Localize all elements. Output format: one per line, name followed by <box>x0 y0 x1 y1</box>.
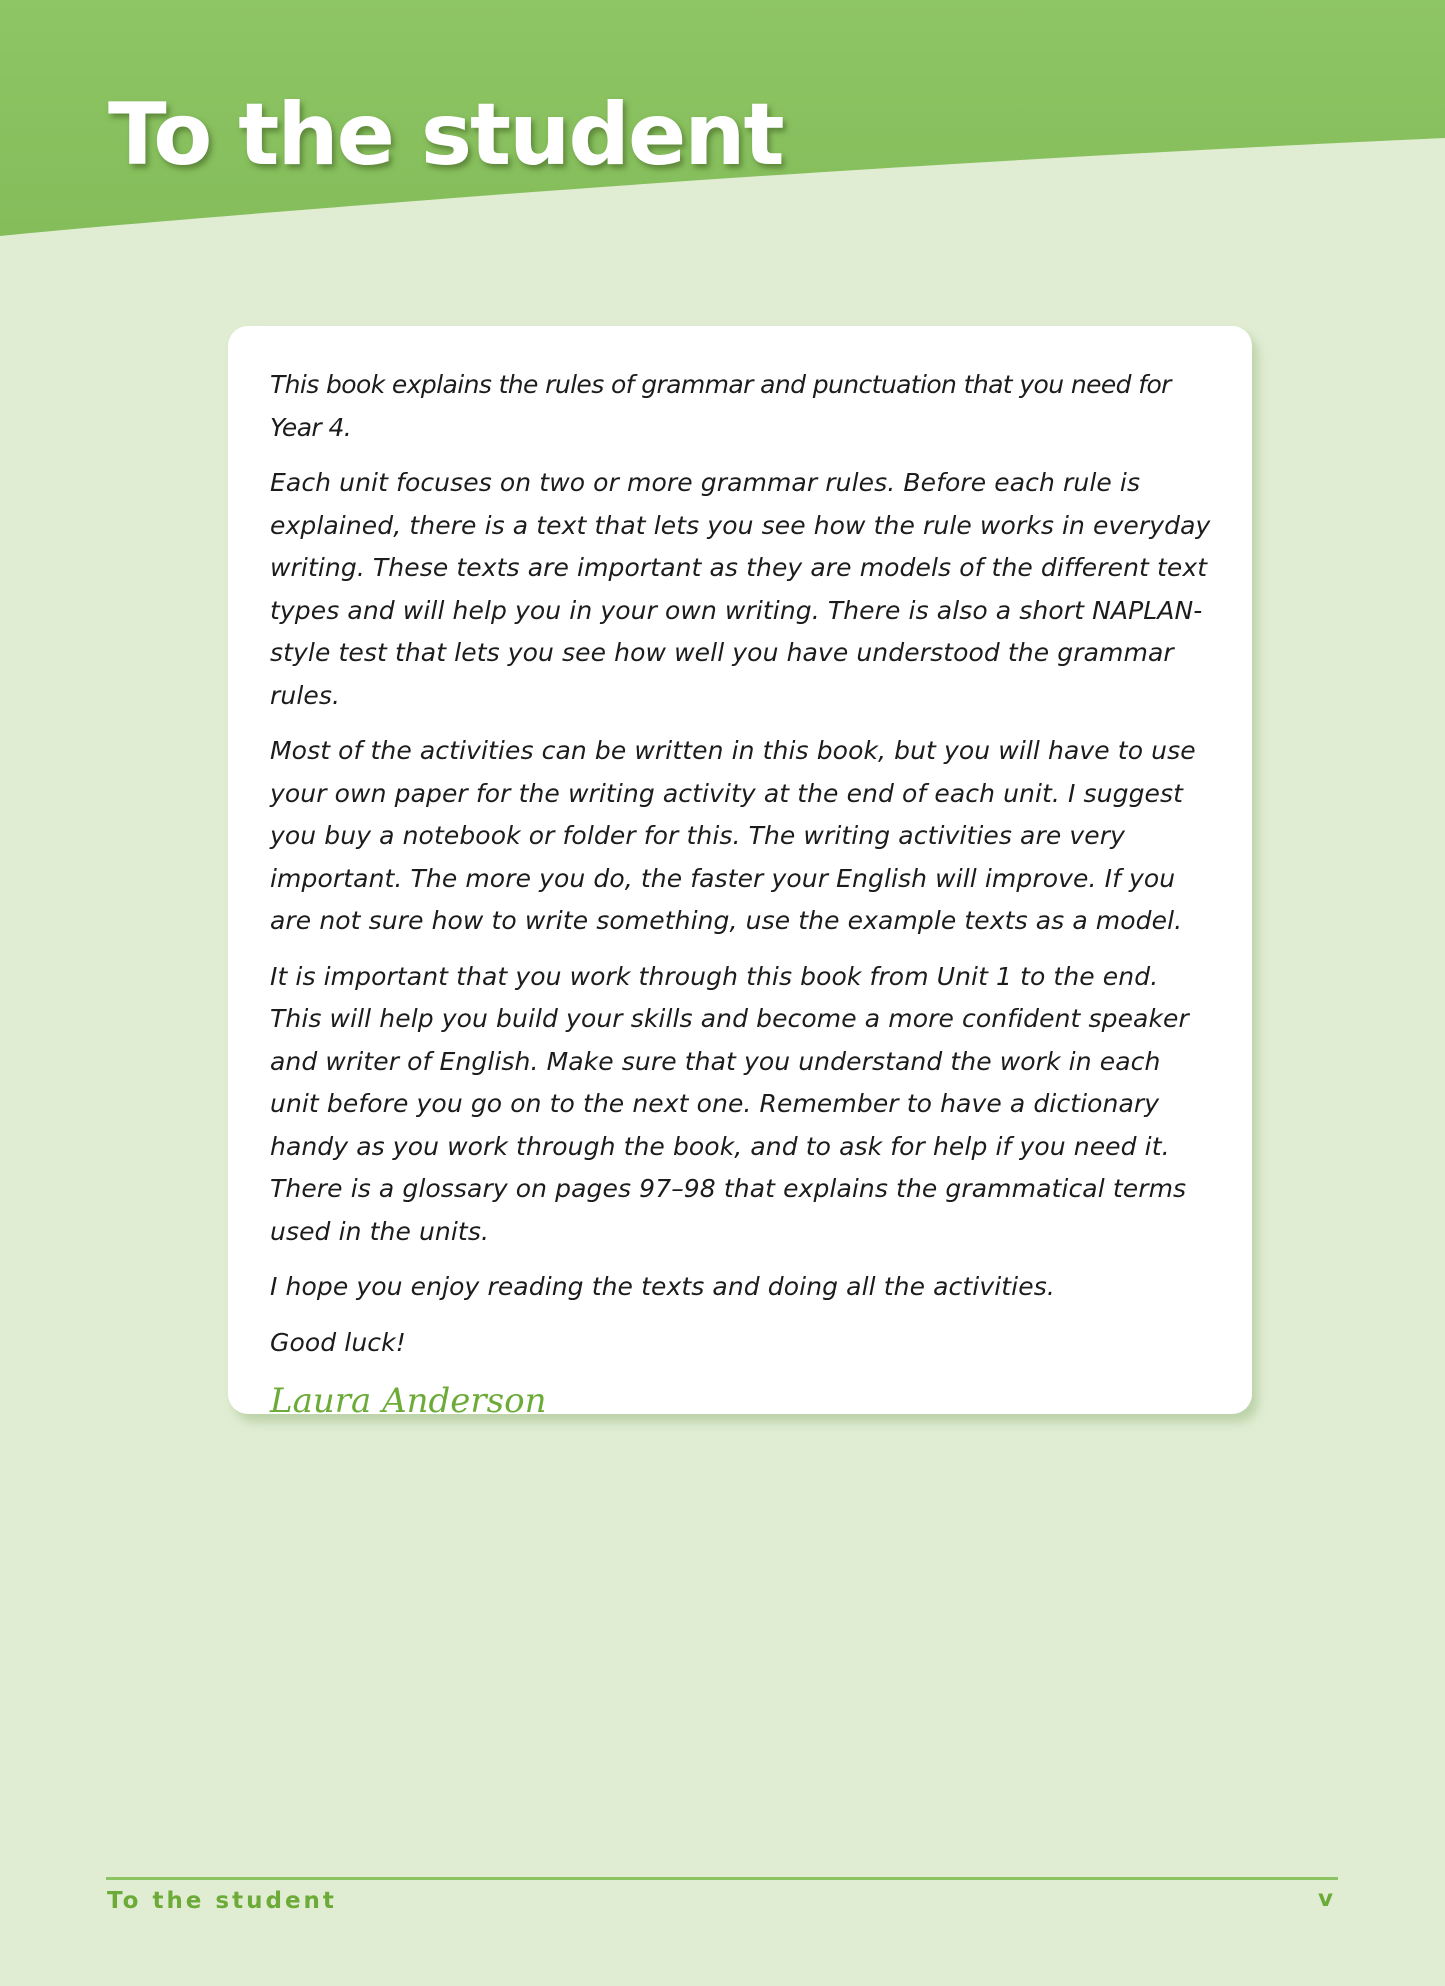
enjoy-paragraph: I hope you enjoy reading the texts and doing all the activities. <box>270 1272 1055 1301</box>
activities-paragraph: Most of the activities can be written in this book, but you will have to use your own paper for the writing activity at the end of each unit. I suggest you buy a notebook or folder for this. The writing activities are very important. The more you do, the faster your English will improve. If you are not sure how to write something, use the example texts as a model. <box>270 736 1196 935</box>
page-number: v <box>1318 1886 1333 1912</box>
good-luck-paragraph: Good luck! <box>270 1327 406 1357</box>
intro-paragraph: This book explains the rules of grammar and punctuation that you need for Year 4. <box>270 370 1171 442</box>
work-through-paragraph: It is important that you work through this book from Unit 1 to the end. This will help you build your skills and become a more confident speaker and writer of English. Make sure that you understand the work in each unit before you go on to the next one. Remember to have a dictionary handy as you work through the book, and to ask for help if you need it. There is a glossary on pages 97–98 that explains the grammatical terms used in the units. <box>270 961 1189 1246</box>
content-card <box>228 326 1252 1421</box>
page-title: To the student <box>108 85 783 185</box>
units-paragraph: Each unit focuses on two or more grammar rules. Before each rule is explained, there is a text that lets you see how the rule works in everyday writing. These texts are important as they are models of the different text types and will help you in your own writing. There is also a short NAPLAN-style test that lets you see how well you have understood the grammar rules. <box>270 468 1211 710</box>
footer-divider <box>106 1877 1338 1880</box>
author-signature: Laura Anderson <box>270 1381 547 1421</box>
footer-section-title: To the student <box>107 1888 337 1914</box>
